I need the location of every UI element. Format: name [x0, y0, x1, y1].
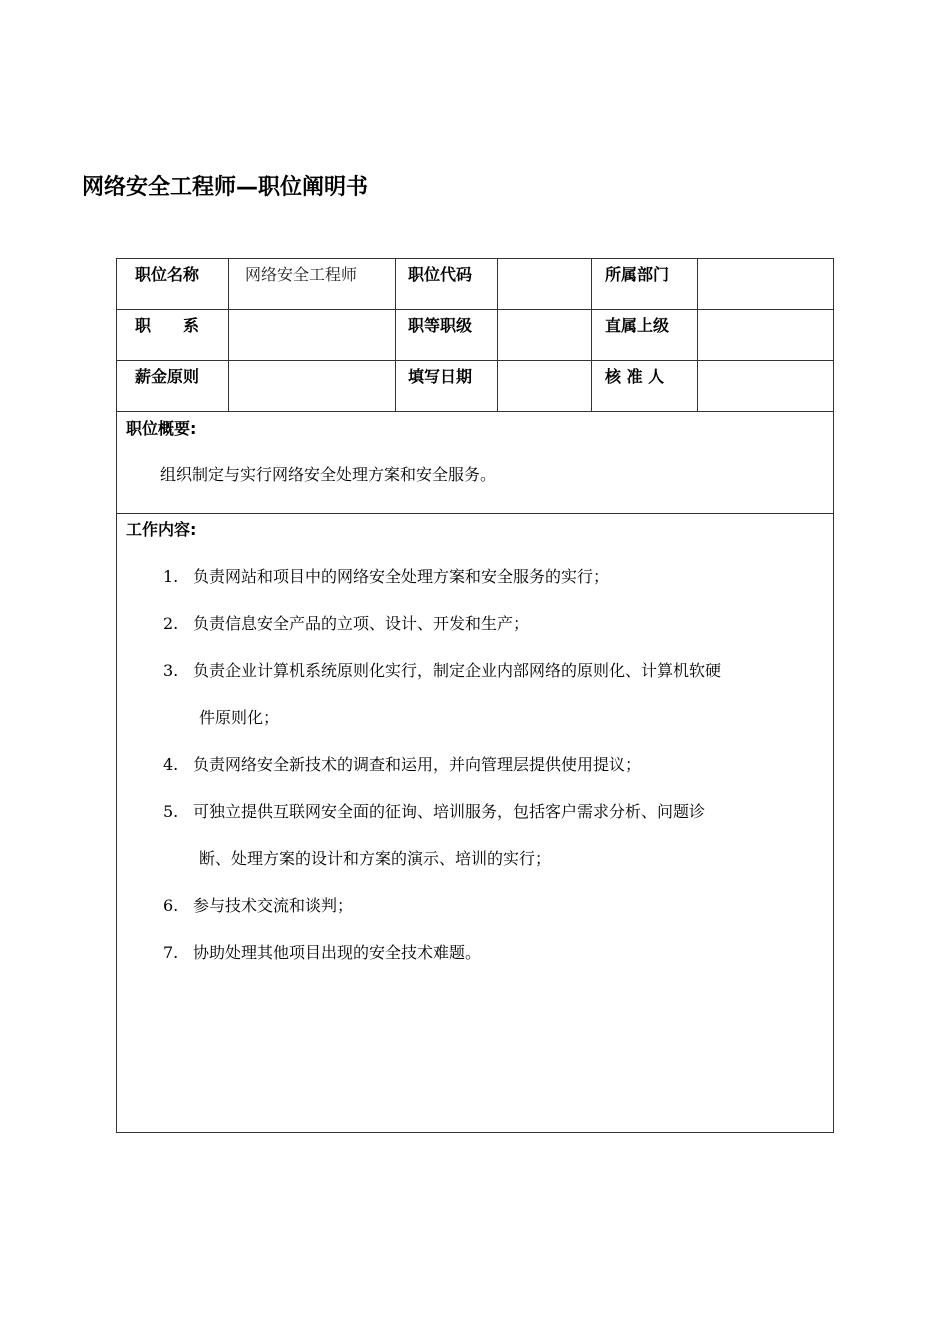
label-supervisor: 直属上级 — [605, 316, 670, 335]
job-description-form — [116, 258, 834, 1133]
summary-heading: 职位概要: — [126, 419, 197, 438]
label-position-code: 职位代码 — [408, 265, 473, 284]
grid-line — [117, 411, 833, 412]
grid-line — [591, 259, 592, 411]
duty-text-continued: 件原则化； — [199, 708, 280, 727]
label-position-name: 职位名称 — [135, 265, 200, 284]
duty-number: 2. — [163, 614, 179, 633]
label-department: 所属部门 — [605, 265, 670, 284]
grid-line — [697, 259, 698, 411]
duty-number: 6. — [163, 896, 179, 915]
duty-text: 协助处理其他项目出现的安全技术难题。 — [193, 943, 482, 962]
duty-text: 负责网络安全新技术的调查和运用，并向管理层提供使用提议； — [193, 755, 642, 774]
duty-number: 5. — [163, 802, 179, 821]
duty-item — [163, 943, 481, 963]
duty-number: 3. — [163, 661, 179, 680]
label-approver: 核 准 人 — [605, 367, 665, 386]
duty-item — [163, 755, 641, 775]
label-job-series: 职 系 — [135, 316, 200, 335]
duty-item — [163, 802, 705, 822]
duty-number: 4. — [163, 755, 179, 774]
duty-item — [163, 614, 529, 634]
duty-text: 负责企业计算机系统原则化实行，制定企业内部网络的原则化、计算机软硬 — [193, 661, 722, 680]
duty-text: 负责信息安全产品的立项、设计、开发和生产； — [193, 614, 530, 633]
grid-line — [117, 360, 833, 361]
duty-text: 可独立提供互联网安全面的征询、培训服务，包括客户需求分析、问题诊 — [193, 802, 706, 821]
grid-line — [395, 259, 396, 411]
duty-text: 参与技术交流和谈判； — [193, 896, 354, 915]
grid-line — [228, 259, 229, 411]
duty-text: 负责网站和项目中的网络安全处理方案和安全服务的实行； — [193, 567, 610, 586]
duty-number: 7. — [163, 943, 179, 962]
duty-item — [163, 567, 609, 587]
value-position-name: 网络安全工程师 — [245, 265, 358, 284]
grid-line — [497, 259, 498, 411]
duties-heading: 工作内容: — [126, 520, 197, 539]
duty-item — [163, 896, 353, 916]
grid-line — [117, 309, 833, 310]
duty-number: 1. — [163, 567, 179, 586]
page-title: 网络安全工程师—职位阐明书 — [82, 175, 369, 200]
duty-text-continued: 断、处理方案的设计和方案的演示、培训的实行； — [199, 849, 552, 868]
summary-text: 组织制定与实行网络安全处理方案和安全服务。 — [160, 465, 497, 484]
label-grade: 职等职级 — [408, 316, 473, 335]
duty-item — [163, 661, 721, 681]
label-salary-principle: 薪金原则 — [135, 367, 200, 386]
grid-line — [117, 513, 833, 514]
label-fill-date: 填写日期 — [408, 367, 473, 386]
